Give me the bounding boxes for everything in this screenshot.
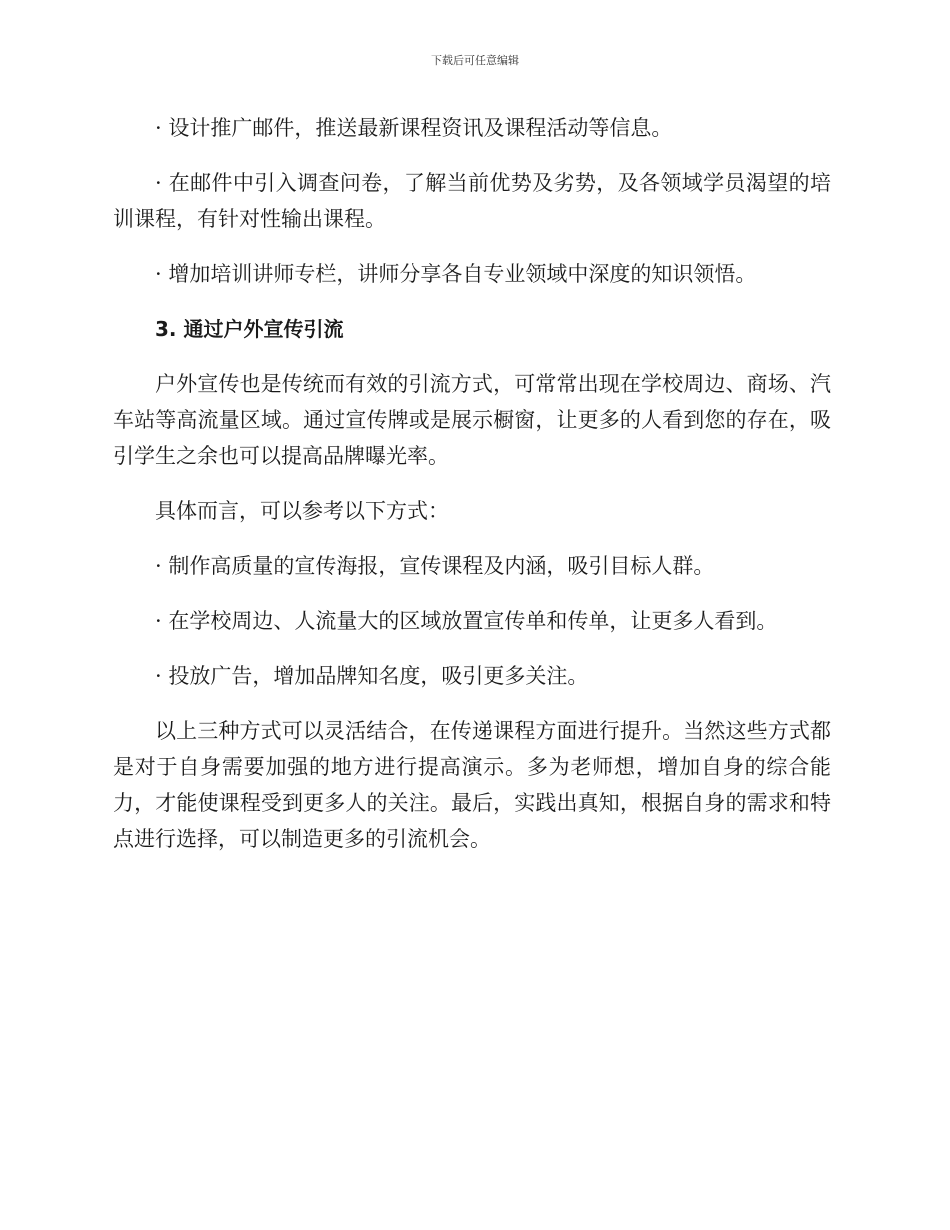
bullet-survey: · 在邮件中引入调查问卷，了解当前优势及劣势，及各领域学员渴望的培训课程，有针对性输出课程。 xyxy=(113,171,831,231)
paragraph-outdoor-intro: 户外宣传也是传统而有效的引流方式，可常常出现在学校周边、商场、汽车站等高流量区域。通过宣传牌或是展示橱窗，让更多的人看到您的存在，吸引学生之余也可以提高品牌曝光率。 xyxy=(113,372,831,468)
page-header: 下载后可任意编辑 xyxy=(431,54,519,67)
bullet-flyers: · 在学校周边、人流量大的区域放置宣传单和传单，让更多人看到。 xyxy=(155,609,778,633)
section-heading: 3. 通过户外宣传引流 xyxy=(155,317,344,341)
document-body xyxy=(113,110,831,876)
bullet-promo-email: · 设计推广邮件，推送最新课程资讯及课程活动等信息。 xyxy=(155,116,673,140)
bullet-poster: · 制作高质量的宣传海报，宣传课程及内涵，吸引目标人群。 xyxy=(155,554,715,578)
paragraph-methods-intro: 具体而言，可以参考以下方式： xyxy=(155,499,449,523)
bullet-lecturer-column: · 增加培训讲师专栏，讲师分享各自专业领域中深度的知识领悟。 xyxy=(155,262,757,286)
paragraph-conclusion: 以上三种方式可以灵活结合，在传递课程方面进行提升。当然这些方式都是对于自身需要加强的地方进行提高演示。多为老师想，增加自身的综合能力，才能使课程受到更多人的关注。最后，实践出真知，根据自身的需求和特点进行选择，可以制造更多的引流机会。 xyxy=(113,719,831,851)
bullet-ads: · 投放广告，增加品牌知名度，吸引更多关注。 xyxy=(155,664,589,688)
